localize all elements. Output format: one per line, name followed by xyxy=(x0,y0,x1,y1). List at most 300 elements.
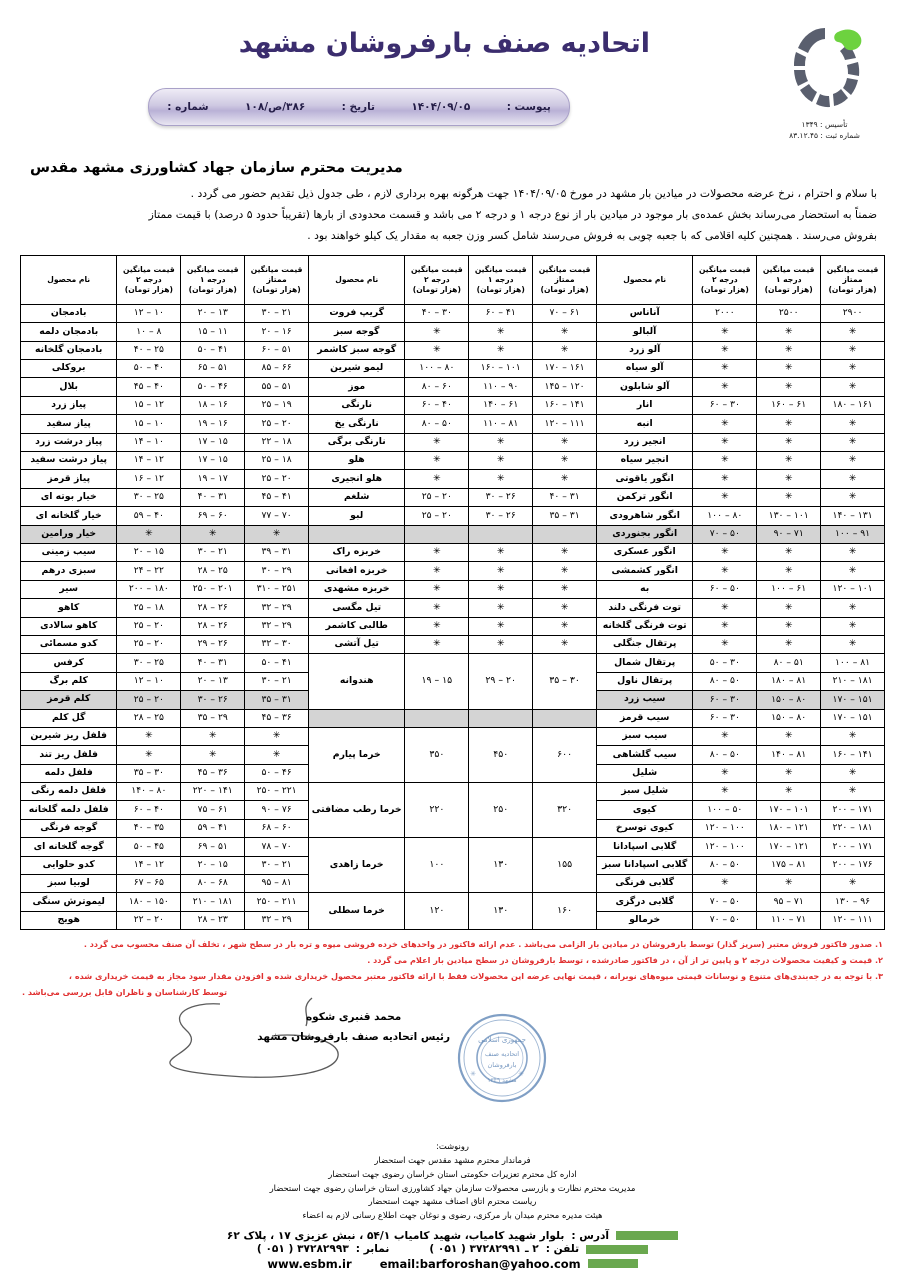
svg-text:✳: ✳ xyxy=(518,1070,524,1079)
cell-premium: ✳ xyxy=(821,543,885,561)
cell-premium: ۳۶ – ۴۵ xyxy=(245,709,309,727)
cell-grade1: ✳ xyxy=(757,452,821,470)
cell-grade2: ۴۰ – ۶۰ xyxy=(117,801,181,819)
cell-product-name xyxy=(309,525,405,543)
registration-label: شماره ثبت : ۸۳.۱۲.۴۵ xyxy=(789,130,860,140)
cell-grade1: ۱۳ – ۲۰ xyxy=(181,672,245,690)
cell-premium: ✳ xyxy=(821,764,885,782)
cell-grade1: ۶۱ – ۱۰۰ xyxy=(757,580,821,598)
cell-product-name: گلابی اسپادانا سبز xyxy=(597,856,693,874)
cell-premium: ✳ xyxy=(533,562,597,580)
cell-grade2: ۲۰ – ۲۵ xyxy=(117,635,181,653)
cell-product-name: نارنگی xyxy=(309,396,405,414)
cell-grade1: ۲۵۰ xyxy=(469,783,533,838)
date-value: ۱۴۰۴/۰۹/۰۵ xyxy=(411,101,471,113)
cell-product-name: بادمجان دلمه xyxy=(21,323,117,341)
cell-grade1: ۶۱ – ۷۵ xyxy=(181,801,245,819)
cell-premium: ✳ xyxy=(821,488,885,506)
th-label-2: درجه ۲ xyxy=(424,274,450,284)
cell-product-name: هندوانه xyxy=(309,654,405,709)
cell-premium: ۱۱۱ – ۱۲۰ xyxy=(821,911,885,929)
cell-grade1: ۲۹ – ۳۵ xyxy=(181,709,245,727)
cell-grade2: ۸۰ – ۱۰۰ xyxy=(405,360,469,378)
intro-paragraph-1: با سلام و احترام ، نرخ عرضه محصولات در میادین بار مشهد در مورخ ۱۴۰۴/۰۹/۰۵ جهت هرگونه بهره برداری لازم ، طی جدول ذیل تقدیم حضور می گردد . xyxy=(190,187,877,200)
number-label: شماره : xyxy=(167,101,209,113)
cell-grade2: ۶۰ – ۸۰ xyxy=(405,378,469,396)
logo-caption xyxy=(762,120,887,142)
cell-grade1: ۲۶ – ۲۹ xyxy=(181,635,245,653)
price-table-header xyxy=(21,255,885,304)
cell-grade1: ۱۲۱ – ۱۷۰ xyxy=(757,838,821,856)
cc-item: اداره کل محترم تعزیرات حکومتی استان خراسان رضوی جهت استحضار xyxy=(328,1169,577,1180)
cell-grade1: ✳ xyxy=(757,562,821,580)
cell-product-name: سیب سبز xyxy=(597,727,693,745)
cell-grade2: ۱۰۰ xyxy=(405,838,469,893)
cell-grade2: ۵۰ – ۱۰۰ xyxy=(693,801,757,819)
cell-grade2: ۳۰ – ۵۰ xyxy=(693,654,757,672)
table-row xyxy=(21,617,885,635)
cell-grade1: ✳ xyxy=(469,562,533,580)
cell-premium: ۱۲۰ – ۱۴۵ xyxy=(533,378,597,396)
cell-premium: ✳ xyxy=(821,323,885,341)
cell-grade2: ✳ xyxy=(693,562,757,580)
cell-product-name: خربزه راک xyxy=(309,543,405,561)
cell-grade1: ۲۶ – ۲۸ xyxy=(181,617,245,635)
cell-grade2: ✳ xyxy=(117,525,181,543)
cell-product-name: کلم قرمز xyxy=(21,691,117,709)
cell-grade2: ✳ xyxy=(117,727,181,745)
cell-grade2: ۵۰ – ۶۰ xyxy=(693,580,757,598)
cell-grade2: ✳ xyxy=(693,783,757,801)
cell-premium: ۱۸ – ۲۵ xyxy=(245,452,309,470)
cell-premium: ۲۰ – ۲۵ xyxy=(245,415,309,433)
cell-premium: ۳۲۰ xyxy=(533,783,597,838)
cell-grade2: ۸۰ – ۱۰۰ xyxy=(693,507,757,525)
fax-value: ۳۷۲۸۲۹۹۳ ( ۰۵۱ ) xyxy=(256,1243,349,1255)
founded-label: تأسیس : ۱۳۴۹ xyxy=(801,120,848,129)
cell-product-name: خرما رطب مضافتی xyxy=(309,783,405,838)
table-row xyxy=(21,323,885,341)
cell-product-name: خربزه مشهدی xyxy=(309,580,405,598)
date-label: تاریخ : xyxy=(341,101,375,113)
note-2: ۲. قیمت و کیفیت محصولات درجه ۲ و پایین تر از آن ، در فاکتور صادرشده ، توسط بارفروشان در سطح میادین بار اعلام می گردد . xyxy=(367,954,883,965)
cell-premium: ۱۷۶ – ۲۰۰ xyxy=(821,856,885,874)
cell-premium: ۲۹ – ۳۰ xyxy=(245,562,309,580)
cell-premium: ۲۱ – ۳۰ xyxy=(245,856,309,874)
cell-grade1: ۲۳ – ۲۸ xyxy=(181,911,245,929)
cell-product-name: انگور شاهرودی xyxy=(597,507,693,525)
number-value: ۳۸۶/ص/۱۰۸ xyxy=(245,101,306,113)
website-link[interactable]: www.esbm.ir xyxy=(267,1256,352,1271)
th-label-1: قیمت میانگین xyxy=(698,265,751,275)
cell-grade1: ۵۱ – ۶۹ xyxy=(181,838,245,856)
cell-premium: ۸۱ – ۱۰۰ xyxy=(821,654,885,672)
cc-list xyxy=(0,1140,905,1223)
cell-grade2: ۳۰ – ۶۰ xyxy=(693,396,757,414)
cell-grade2: ۲۰ – ۲۲ xyxy=(117,911,181,929)
address-line xyxy=(0,1230,905,1242)
th-label-1: قیمت میانگین xyxy=(474,265,527,275)
cell-grade2: ۲۲۰ xyxy=(405,783,469,838)
cell-grade2: ۱۵ – ۲۰ xyxy=(117,543,181,561)
cell-premium: ۶۶ – ۸۵ xyxy=(245,360,309,378)
cell-grade1: ۲۵۰۰ xyxy=(757,304,821,322)
cell-product-name: گل کلم xyxy=(21,709,117,727)
cell-premium: ۳۰ – ۳۵ xyxy=(533,654,597,709)
cell-product-name: لبو xyxy=(309,507,405,525)
cell-product-name: انگور ترکمن xyxy=(597,488,693,506)
cell-grade1: ۶۸ – ۸۰ xyxy=(181,875,245,893)
cell-product-name: آلو زرد xyxy=(597,341,693,359)
cell-product-name: لیمو شیرین xyxy=(309,360,405,378)
cell-grade1: ۲۶ – ۳۰ xyxy=(469,488,533,506)
cell-premium: ۱۴۱ – ۱۶۰ xyxy=(821,746,885,764)
cell-grade1: ✳ xyxy=(469,635,533,653)
cell-premium: ۳۱ – ۳۵ xyxy=(533,507,597,525)
cell-grade2: ۴۰ – ۴۵ xyxy=(117,378,181,396)
cell-grade1: ۴۶ – ۵۰ xyxy=(181,378,245,396)
cell-grade1: ۲۰ – ۲۹ xyxy=(469,654,533,709)
cell-product-name: فلفل ریز شیرین xyxy=(21,727,117,745)
cell-premium: ۱۸۱ – ۲۱۰ xyxy=(821,672,885,690)
cell-grade1: ۶۰ – ۶۹ xyxy=(181,507,245,525)
cell-grade1: ۲۶ – ۲۸ xyxy=(181,599,245,617)
cell-premium: ✳ xyxy=(245,525,309,543)
table-row xyxy=(21,635,885,653)
cell-grade2: ۸ – ۱۰ xyxy=(117,323,181,341)
cell-grade1: ۷۱ – ۹۰ xyxy=(757,525,821,543)
cell-grade2: ✳ xyxy=(405,341,469,359)
table-row xyxy=(21,783,885,801)
cell-premium: ✳ xyxy=(821,452,885,470)
signatory-name: محمد قنبری شکوه xyxy=(305,1011,402,1024)
cell-grade2: ۱۰ – ۱۴ xyxy=(117,433,181,451)
cell-grade1: ۸۱ – ۱۸۰ xyxy=(757,672,821,690)
cell-grade1: ۸۰ – ۱۵۰ xyxy=(757,709,821,727)
cell-grade2: ۳۵ – ۴۰ xyxy=(117,819,181,837)
cell-premium: ۴۱ – ۵۰ xyxy=(245,654,309,672)
cell-grade2: ۱۰ – ۱۲ xyxy=(117,672,181,690)
cc-item: مدیریت محترم نظارت و بازرسی محصولات سازمان جهاد کشاورزی استان خراسان رضوی جهت استحضار xyxy=(269,1182,636,1193)
cell-product-name: هلو xyxy=(309,452,405,470)
accent-bar-icon xyxy=(588,1259,638,1268)
cell-premium: ۱۶۰ xyxy=(533,893,597,930)
intro-paragraph-3: بفروش می‌رسند . همچنین کلیه اقلامی که با جعبه چوبی به فروش می‌رسند شامل کسر وزن جعبه به مقدار یک کیلو خواهند بود . xyxy=(307,228,877,242)
cell-product-name: نارنگی یخ xyxy=(309,415,405,433)
cell-premium: ۱۷۱ – ۲۰۰ xyxy=(821,838,885,856)
phone-line xyxy=(0,1243,905,1255)
cell-grade2 xyxy=(405,525,469,543)
cell-grade2: ✳ xyxy=(693,360,757,378)
cell-product-name: کرفس xyxy=(21,654,117,672)
table-row xyxy=(21,360,885,378)
cell-grade2: ۳۰ – ۶۰ xyxy=(693,709,757,727)
cell-product-name: انبه xyxy=(597,415,693,433)
cell-grade2: ✳ xyxy=(405,617,469,635)
cell-premium: ۱۳۱ – ۱۴۰ xyxy=(821,507,885,525)
cell-grade2: ۵۰ – ۸۰ xyxy=(693,856,757,874)
cell-premium: ۶۰۰ xyxy=(533,727,597,782)
cell-grade2: ۲۵ – ۳۰ xyxy=(117,654,181,672)
cell-premium: ✳ xyxy=(533,452,597,470)
cell-grade2: ۲۰۰۰ xyxy=(693,304,757,322)
cell-grade2: ۲۵ – ۴۰ xyxy=(117,341,181,359)
cell-premium: ۲۱ – ۳۰ xyxy=(245,304,309,322)
cell-premium: ۴۶ – ۵۰ xyxy=(245,764,309,782)
cell-premium: ۱۴۱ – ۱۶۰ xyxy=(533,396,597,414)
cell-product-name: سیب قرمز xyxy=(597,709,693,727)
cell-premium: ✳ xyxy=(821,378,885,396)
cell-premium: ۱۵۵ xyxy=(533,838,597,893)
cell-grade2: ۵۰ – ۷۰ xyxy=(693,525,757,543)
cell-product-name: گلابی اسپادانا xyxy=(597,838,693,856)
table-row xyxy=(21,378,885,396)
cell-grade1 xyxy=(469,525,533,543)
cell-grade1: ✳ xyxy=(181,525,245,543)
cell-premium xyxy=(533,525,597,543)
cell-premium: ۱۵۱ – ۱۷۰ xyxy=(821,691,885,709)
cell-premium: ✳ xyxy=(533,580,597,598)
cell-product-name: سیب زرد xyxy=(597,691,693,709)
signature-zone xyxy=(0,1002,905,1122)
cell-premium: ۱۰۱ – ۱۲۰ xyxy=(821,580,885,598)
cell-grade2: ۵۰ – ۸۰ xyxy=(693,746,757,764)
cell-grade2: ✳ xyxy=(693,488,757,506)
th-premium-left xyxy=(245,255,309,304)
cell-grade2: ✳ xyxy=(693,415,757,433)
cell-grade1: ۳۶ – ۴۵ xyxy=(181,764,245,782)
th-grade2-left xyxy=(117,255,181,304)
th-label-1: قیمت میانگین xyxy=(826,265,879,275)
cell-grade2: ✳ xyxy=(693,727,757,745)
cell-premium xyxy=(533,709,597,727)
cell-premium: ✳ xyxy=(533,599,597,617)
cell-product-name: طالبی کاشمر xyxy=(309,617,405,635)
th-product-mid: نام محصول xyxy=(309,255,405,304)
cell-premium: ۹۱ – ۱۰۰ xyxy=(821,525,885,543)
cell-product-name: آلبالو xyxy=(597,323,693,341)
cell-grade1: ۶۱ – ۱۶۰ xyxy=(757,396,821,414)
cell-product-name: انگور کشمشی xyxy=(597,562,693,580)
cell-grade2: ۲۰ – ۲۵ xyxy=(117,691,181,709)
cell-grade2: ✳ xyxy=(405,562,469,580)
cell-product-name: گوجه سبز xyxy=(309,323,405,341)
cell-grade2: ۳۰ – ۴۰ xyxy=(405,304,469,322)
cell-grade1: ۲۰۱ – ۲۵۰ xyxy=(181,580,245,598)
cell-grade2: ✳ xyxy=(405,543,469,561)
cell-grade2: ۱۲ – ۱۴ xyxy=(117,856,181,874)
cell-premium: ✳ xyxy=(533,617,597,635)
cell-premium: ✳ xyxy=(533,433,597,451)
cell-grade2: ۴۰ – ۵۹ xyxy=(117,507,181,525)
cell-grade2: ۲۲ – ۲۴ xyxy=(117,562,181,580)
cell-product-name: خربزه افغانی xyxy=(309,562,405,580)
cell-product-name: بروکلی xyxy=(21,360,117,378)
email-link[interactable]: email:barforoshan@yahoo.com xyxy=(379,1256,581,1271)
cell-grade1: ✳ xyxy=(469,470,533,488)
cell-grade1: ✳ xyxy=(469,433,533,451)
th-label-3: (هزار تومان) xyxy=(252,284,301,294)
cell-product-name: موز xyxy=(309,378,405,396)
cell-product-name: پیاز سفید xyxy=(21,415,117,433)
cell-premium: ✳ xyxy=(821,727,885,745)
cell-grade1: ✳ xyxy=(757,543,821,561)
price-table-body xyxy=(21,304,885,929)
cell-grade1: ۱۰۱ – ۱۷۰ xyxy=(757,801,821,819)
cell-product-name: پیاز درشت سفید xyxy=(21,452,117,470)
cell-grade2: ۳۵۰ xyxy=(405,727,469,782)
table-row xyxy=(21,580,885,598)
th-grade1-right xyxy=(757,255,821,304)
svg-text:بارفروشان: بارفروشان xyxy=(487,1061,517,1070)
official-round-stamp-icon xyxy=(454,1010,550,1110)
signature-block xyxy=(257,1008,450,1048)
cell-premium: ۳۱ – ۳۵ xyxy=(245,691,309,709)
accent-bar-icon xyxy=(586,1245,648,1254)
cell-grade1: ۱۵ – ۱۷ xyxy=(181,433,245,451)
header-row xyxy=(21,255,885,304)
cell-grade2: ✳ xyxy=(405,433,469,451)
table-row xyxy=(21,488,885,506)
cell-grade1: ۱۳۰ xyxy=(469,893,533,930)
cell-grade1: ۱۸۱ – ۲۱۰ xyxy=(181,893,245,911)
cell-grade1: ✳ xyxy=(757,360,821,378)
cell-grade2: ۲۵ – ۳۰ xyxy=(117,488,181,506)
cell-product-name: سیب زمینی xyxy=(21,543,117,561)
th-label-3: (هزار تومان) xyxy=(188,284,237,294)
cell-product-name: هلو انجیری xyxy=(309,470,405,488)
cell-product-name: سیر xyxy=(21,580,117,598)
cell-product-name: کاهو سالادی xyxy=(21,617,117,635)
cell-product-name: خرما پیارم xyxy=(309,727,405,782)
cell-grade1: ✳ xyxy=(757,488,821,506)
cell-product-name: آلو شابلون xyxy=(597,378,693,396)
cell-grade2: ۵۰ – ۸۰ xyxy=(693,672,757,690)
cell-grade1: ✳ xyxy=(757,415,821,433)
cell-grade2: ۱۰ – ۱۲ xyxy=(117,304,181,322)
cell-premium: ۱۶۱ – ۱۷۰ xyxy=(533,360,597,378)
cell-grade2: ✳ xyxy=(693,599,757,617)
th-grade1-left xyxy=(181,255,245,304)
cell-premium: ✳ xyxy=(821,599,885,617)
document-footer xyxy=(0,1140,905,1272)
cell-premium: ۲۹۰۰ xyxy=(821,304,885,322)
cell-grade2: ۲۵ – ۲۸ xyxy=(117,709,181,727)
cell-grade2: ۴۰ – ۶۰ xyxy=(405,396,469,414)
union-wheel-logo-icon xyxy=(780,22,870,117)
th-product-left: نام محصول xyxy=(21,255,117,304)
th-label-1: قیمت میانگین xyxy=(250,265,303,275)
address-label: آدرس : xyxy=(571,1229,610,1242)
cell-product-name: سبزی درهم xyxy=(21,562,117,580)
cell-premium: ۱۶ – ۲۰ xyxy=(245,323,309,341)
cell-grade1: ✳ xyxy=(469,341,533,359)
cell-grade2: ✳ xyxy=(693,341,757,359)
svg-text:✳: ✳ xyxy=(470,1070,476,1079)
cell-grade1: ۱۰۱ – ۱۶۰ xyxy=(469,360,533,378)
th-label-3: (هزار تومان) xyxy=(476,284,525,294)
cell-product-name: تیل مگسی xyxy=(309,599,405,617)
cell-product-name: کلم برگ xyxy=(21,672,117,690)
cell-grade1: ✳ xyxy=(757,727,821,745)
cell-premium: ۲۹ – ۳۲ xyxy=(245,617,309,635)
cell-product-name: گوجه فرنگی xyxy=(21,819,117,837)
svg-text:اتحادیه صنف: اتحادیه صنف xyxy=(484,1050,520,1059)
cell-premium: ✳ xyxy=(821,360,885,378)
cell-grade2: ✳ xyxy=(405,580,469,598)
cell-product-name: فلفل دلمه گلخانه xyxy=(21,801,117,819)
cell-product-name: انگور عسکری xyxy=(597,543,693,561)
th-grade2-right xyxy=(693,255,757,304)
phone-value: ۲ ـ ۳۷۲۸۲۹۹۱ ( ۰۵۱ ) xyxy=(429,1243,539,1255)
table-row xyxy=(21,525,885,543)
th-grade2-mid xyxy=(405,255,469,304)
table-row xyxy=(21,838,885,856)
cell-grade2: ۲۰ – ۲۵ xyxy=(117,617,181,635)
cc-title: رونوشت: xyxy=(436,1140,469,1151)
cell-product-name: پرتقال شمال xyxy=(597,654,693,672)
cell-grade1: ✳ xyxy=(757,783,821,801)
cell-grade1: ۵۱ – ۶۵ xyxy=(181,360,245,378)
cell-product-name: سیب گلشاهی xyxy=(597,746,693,764)
cell-grade2: ✳ xyxy=(117,746,181,764)
svg-text:جمهوری اسلامی: جمهوری اسلامی xyxy=(478,1036,526,1045)
cell-grade1: ✳ xyxy=(469,617,533,635)
cell-premium: ۷۰ – ۷۷ xyxy=(245,507,309,525)
cell-product-name: انجیر زرد xyxy=(597,433,693,451)
cell-grade1: ۳۱ – ۴۰ xyxy=(181,654,245,672)
cell-grade2: ۱۸۰ – ۲۰۰ xyxy=(117,580,181,598)
cell-grade1: ۵۱ – ۸۰ xyxy=(757,654,821,672)
cell-premium: ۱۷۱ – ۲۰۰ xyxy=(821,801,885,819)
cell-product-name: هویج xyxy=(21,911,117,929)
cell-grade2 xyxy=(405,709,469,727)
cell-grade1 xyxy=(469,709,533,727)
cell-premium: ✳ xyxy=(821,562,885,580)
cell-grade1: ۷۱ – ۹۵ xyxy=(757,893,821,911)
phone-label: تلفن : xyxy=(545,1243,580,1255)
th-label-3: (هزار تومان) xyxy=(124,284,173,294)
cell-product-name: کدو حلوایی xyxy=(21,856,117,874)
cell-product-name: پیاز زرد xyxy=(21,396,117,414)
cell-grade1: ✳ xyxy=(181,727,245,745)
cell-product-name: بادمجان گلخانه xyxy=(21,341,117,359)
th-label-1: قیمت میانگین xyxy=(122,265,175,275)
cell-grade1: ✳ xyxy=(757,875,821,893)
cell-product-name: خیار گلخانه ای xyxy=(21,507,117,525)
letter-intro xyxy=(28,184,877,246)
cell-grade2: ۱۰۰ – ۱۲۰ xyxy=(693,838,757,856)
cell-premium: ۱۵۱ – ۱۷۰ xyxy=(821,709,885,727)
cell-product-name: توت فرنگی دلند xyxy=(597,599,693,617)
note-1: ۱. صدور فاکتور فروش معتبر (سریز گذار) توسط بارفروشان در میادین بار الزامی می‌باشد . عدم ارائه فاکتور در واحدهای خرده فروشی میوه و تره بار در سطح شهر ، تخلف آن صنف محسوب می گردد . xyxy=(83,939,883,950)
cell-product-name: گوجه سبز کاشمر xyxy=(309,341,405,359)
th-label-2: درجه ۲ xyxy=(711,274,738,284)
cell-product-name: گلابی فرنگی xyxy=(597,875,693,893)
cell-product-name: انگور بجنوردی xyxy=(597,525,693,543)
table-row xyxy=(21,396,885,414)
intro-paragraph-2: ضمناً به استحضار می‌رساند بخش عمده‌ی بار موجود در میادین بار از نوع درجه ۱ و درجه ۲ می باشد و قسمت محدودی از بارها (تقریباً حدود ۵ درصد) با قیمت ممتاز xyxy=(148,207,877,221)
th-label-3: (هزار تومان) xyxy=(828,284,877,294)
cell-grade1: ۲۱ – ۳۰ xyxy=(181,543,245,561)
cell-premium: ✳ xyxy=(821,415,885,433)
cell-grade1: ۲۵ – ۲۸ xyxy=(181,562,245,580)
th-label-3: (هزار تومان) xyxy=(540,284,589,294)
table-row xyxy=(21,543,885,561)
cell-product-name: انجیر سیاه xyxy=(597,452,693,470)
cell-grade1: ۸۱ – ۱۱۰ xyxy=(469,415,533,433)
th-label-2: ممتاز xyxy=(266,274,287,284)
